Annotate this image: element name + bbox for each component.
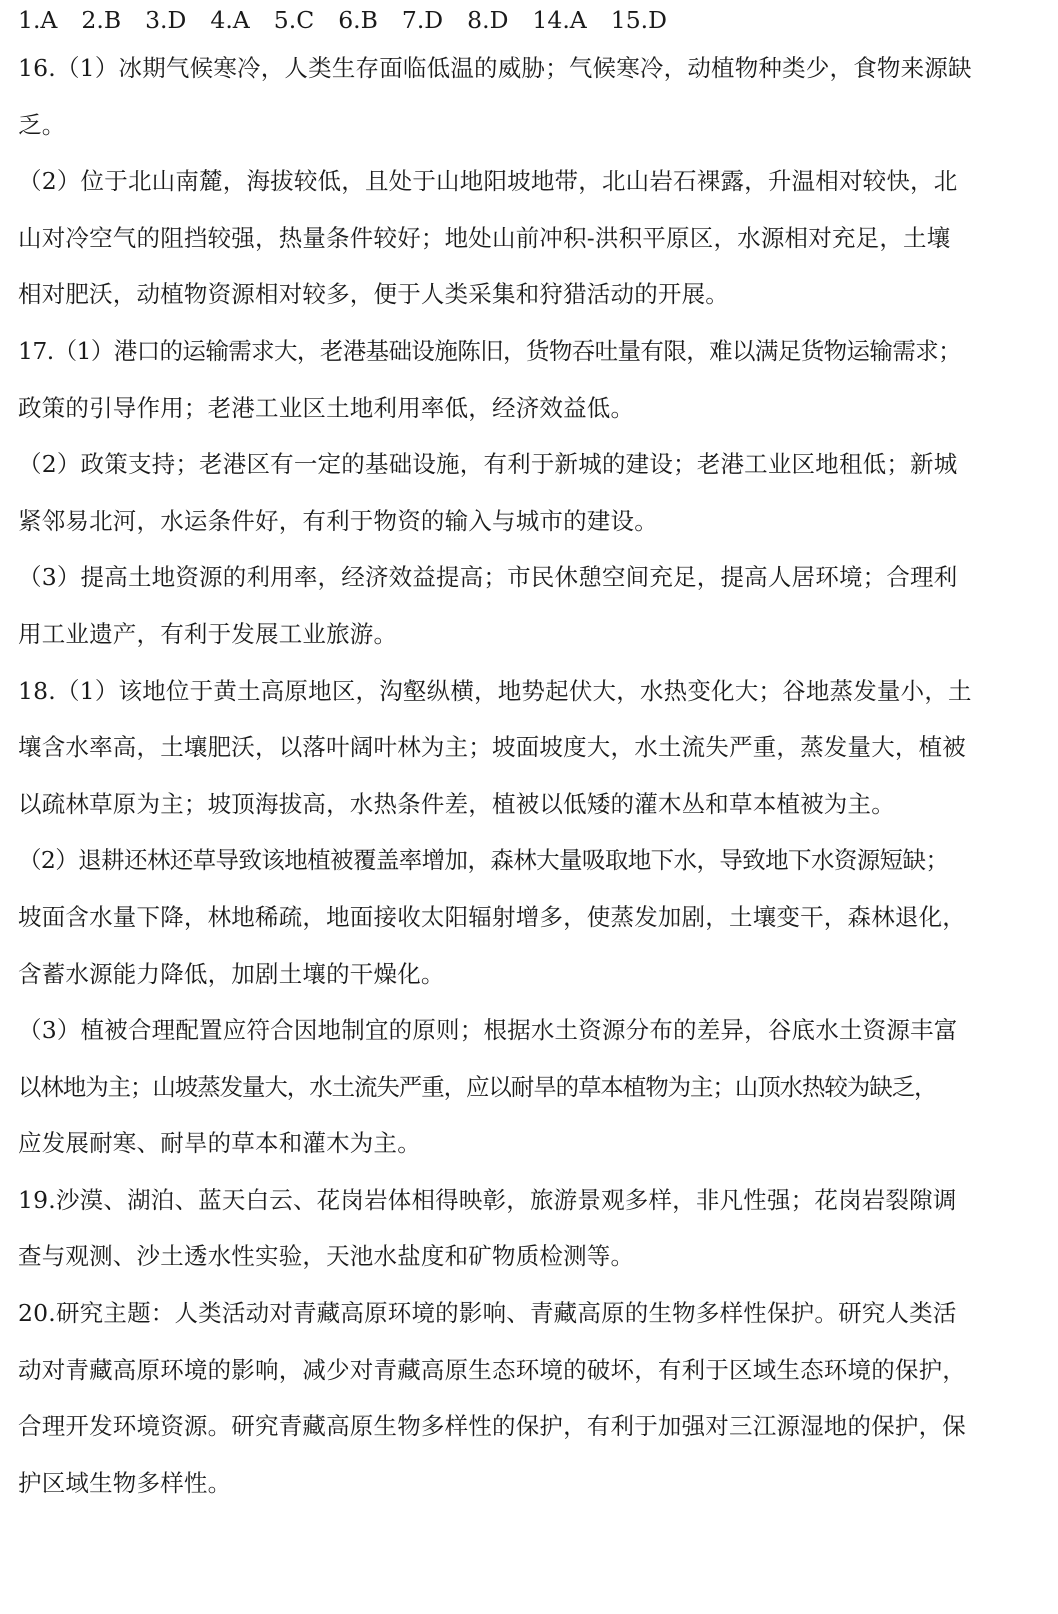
mcq-answer: 1.A — [18, 6, 58, 34]
mcq-answer: 15.D — [610, 6, 667, 34]
q18-part2-line: 含蓄水源能力降低，加剧土壤的干燥化。 — [18, 959, 445, 988]
q18-part2-line: 坡面含水量下降，林地稀疏，地面接收太阳辐射增多，使蒸发加剧，土壤变干，森林退化， — [18, 902, 966, 931]
q17-part2-line: 紧邻易北河，水运条件好，有利于物资的输入与城市的建设。 — [18, 506, 658, 535]
q18-part1-line: 18.（1）该地位于黄土高原地区，沟壑纵横，地势起伏大，水热变化大；谷地蒸发量小，土 — [18, 676, 972, 705]
mcq-answer: 2.B — [81, 6, 122, 34]
answer-document — [18, 0, 1042, 1519]
q16-part2-line: 相对肥沃，动植物资源相对较多，便于人类采集和狩猎活动的开展。 — [18, 280, 729, 309]
q16-part2-line: 山对冷空气的阻挡较强，热量条件较好；地处山前冲积-洪积平原区，水源相对充足，土壤 — [18, 223, 951, 252]
q17-part1-line: 政策的引导作用；老港工业区土地利用率低，经济效益低。 — [18, 393, 635, 422]
q20-line: 动对青藏高原环境的影响，减少对青藏高原生态环境的破坏，有利于区域生态环境的保护， — [18, 1355, 966, 1384]
q20-line: 护区域生物多样性。 — [18, 1468, 232, 1497]
q18-part1-line: 以疏林草原为主；坡顶海拔高，水热条件差，植被以低矮的灌木丛和草本植被为主。 — [18, 789, 895, 818]
q17-part3-line: （3）提高土地资源的利用率，经济效益提高；市民休憩空间充足，提高人居环境；合理利 — [18, 563, 958, 592]
q17-part1-line: 17.（1）港口的运输需求大，老港基础设施陈旧，货物吞吐量有限，难以满足货物运输需求； — [18, 336, 962, 365]
q19-line: 查与观测、沙土透水性实验，天池水盐度和矿物质检测等。 — [18, 1242, 635, 1271]
mcq-answer: 8.D — [467, 6, 509, 34]
q20-line: 20.研究主题：人类活动对青藏高原环境的影响、青藏高原的生物多样性保护。研究人类活 — [18, 1299, 957, 1328]
q18-part1-line: 壤含水率高，土壤肥沃，以落叶阔叶林为主；坡面坡度大，水土流失严重，蒸发量大，植被 — [18, 733, 966, 762]
q18-part3-line: 以林地为主；山坡蒸发量大，水土流失严重，应以耐旱的草本植物为主；山顶水热较为缺乏， — [18, 1072, 937, 1101]
q18-part2-line: （2）退耕还林还草导致该地植被覆盖率增加，森林大量吸取地下水，导致地下水资源短缺； — [18, 846, 949, 875]
q19-line: 19.沙漠、湖泊、蓝天白云、花岗岩体相得映彰，旅游景观多样，非凡性强；花岗岩裂隙调 — [18, 1185, 957, 1214]
q16-part1-line: 16.（1）冰期气候寒冷，人类生存面临低温的威胁；气候寒冷，动植物种类少，食物来源缺 — [18, 54, 972, 82]
mcq-answer: 5.C — [273, 6, 315, 34]
q16-part1-line: 乏。 — [18, 110, 66, 139]
mcq-answer: 7.D — [401, 6, 444, 34]
mcq-answer: 4.A — [210, 6, 250, 34]
mcq-answer-row — [18, 0, 1042, 48]
q18-part3-line: （3）植被合理配置应符合因地制宜的原则；根据水土资源分布的差异，谷底水土资源丰富 — [18, 1016, 958, 1045]
mcq-answer: 14.A — [532, 6, 587, 34]
q16-part2-line: （2）位于北山南麓，海拔较低，且处于山地阳坡地带，北山岩石裸露，升温相对较快，北 — [18, 167, 958, 196]
q20-line: 合理开发环境资源。研究青藏高原生物多样性的保护，有利于加强对三江源湿地的保护，保 — [18, 1412, 966, 1441]
q18-part3-line: 应发展耐寒、耐旱的草本和灌木为主。 — [18, 1129, 421, 1158]
mcq-answer: 3.D — [145, 6, 187, 34]
q17-part3-line: 用工业遗产，有利于发展工业旅游。 — [18, 619, 398, 648]
mcq-answer: 6.B — [338, 6, 378, 34]
q17-part2-line: （2）政策支持；老港区有一定的基础设施，有利于新城的建设；老港工业区地租低；新城 — [18, 450, 958, 479]
